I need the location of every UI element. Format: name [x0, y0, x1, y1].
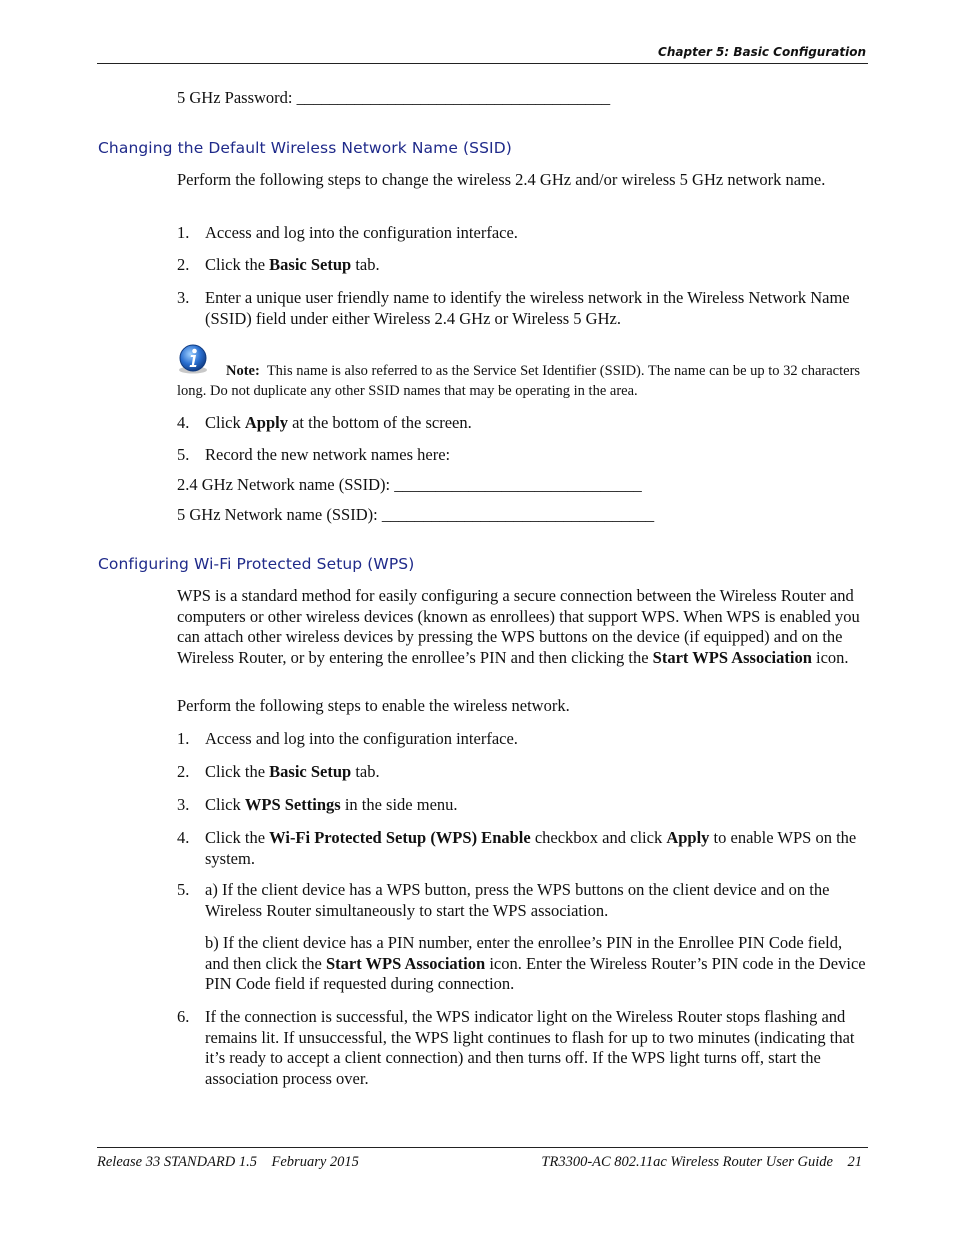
ssid-step-1: Access and log into the configuration interface. [205, 223, 518, 242]
ssid-step-2: Click the Basic Setup tab. [205, 255, 380, 274]
ssid-step-4: Click Apply at the bottom of the screen. [205, 413, 472, 432]
header-rule [97, 63, 868, 64]
wps-step-5b: b) If the client device has a PIN number, enter the enrollee’s PIN in the Enrollee PIN Code field, and then click the Start WPS Association icon. Enter the Wireless Router’s PIN code in the Device PIN Code field if requested during connection. [205, 933, 866, 993]
footer-rule [97, 1147, 868, 1148]
ssid-24-line: 2.4 GHz Network name (SSID): ______________________________ [177, 475, 642, 494]
ssid-step-3: Enter a unique user friendly name to identify the wireless network in the Wireless Network Name (SSID) field under either Wireless 2.4 GHz or Wireless 5 GHz. [205, 288, 850, 328]
ssid-5-line: 5 GHz Network name (SSID): _________________________________ [177, 505, 655, 524]
wps-step-6: If the connection is successful, the WPS indicator light on the Wireless Router stops flashing and remains lit. If unsuccessful, the WPS light continues to flash for up to two minutes (indicating that it’s ready to accept a client connection) and then turns off. If the WPS light turns off, start the association process over. [205, 1007, 855, 1088]
wps-step-5a: a) If the client device has a WPS button, press the WPS buttons on the client device and on the Wireless Router simultaneously to start the WPS association. [205, 880, 830, 920]
wps-intro-2: Perform the following steps to enable the wireless network. [177, 696, 570, 715]
wps-step-number: 3. [177, 795, 190, 814]
wps-step-2: Click the Basic Setup tab. [205, 762, 380, 781]
ssid-step-number: 2. [177, 255, 190, 274]
footer-guide-title: TR3300-AC 802.11ac Wireless Router User Guide 21 [541, 1154, 862, 1170]
note-text: This name is also referred to as the Service Set Identifier (SSID). The name can be up to 32 characters long. Do not duplicate any other SSID names that may be operating in the area. [177, 363, 861, 399]
wps-step-number: 2. [177, 762, 190, 781]
wps-intro: WPS is a standard method for easily configuring a secure connection between the Wireless Router and computers or other wireless devices (known as enrollees) that support WPS. When WPS is enabled you can attach other wireless devices by pressing the WPS buttons on the device (if equipped) and on the Wireless Router, or by entering the enrollee’s PIN and then clicking the Start WPS Association icon. [177, 586, 860, 667]
password-field-line: 5 GHz Password: ______________________________________ [177, 88, 611, 107]
ssid-section-heading: Changing the Default Wireless Network Name (SSID) [98, 139, 512, 157]
ssid-step-number: 5. [177, 445, 190, 464]
wps-step-number: 4. [177, 828, 190, 847]
wps-step-number: 1. [177, 729, 190, 748]
wps-step-3: Click WPS Settings in the side menu. [205, 795, 458, 814]
ssid-intro: Perform the following steps to change the wireless 2.4 GHz and/or wireless 5 GHz network name. [177, 170, 826, 189]
wps-step-number: 5. [177, 880, 190, 899]
wps-section-heading: Configuring Wi-Fi Protected Setup (WPS) [98, 555, 415, 573]
ssid-step-number: 1. [177, 223, 190, 242]
ssid-step-number: 3. [177, 288, 190, 307]
footer-release: Release 33 STANDARD 1.5 February 2015 [97, 1154, 359, 1170]
wps-step-4: Click the Wi-Fi Protected Setup (WPS) Enable checkbox and click Apply to enable WPS on the system. [205, 828, 857, 868]
ssid-step-number: 4. [177, 413, 190, 432]
note-label: Note: [226, 363, 260, 379]
note-paragraph [177, 361, 867, 401]
chapter-header: Chapter 5: Basic Configuration [658, 45, 866, 59]
wps-step-1: Access and log into the configuration interface. [205, 729, 518, 748]
wps-step-number: 6. [177, 1007, 190, 1026]
ssid-step-5: Record the new network names here: [205, 445, 451, 464]
